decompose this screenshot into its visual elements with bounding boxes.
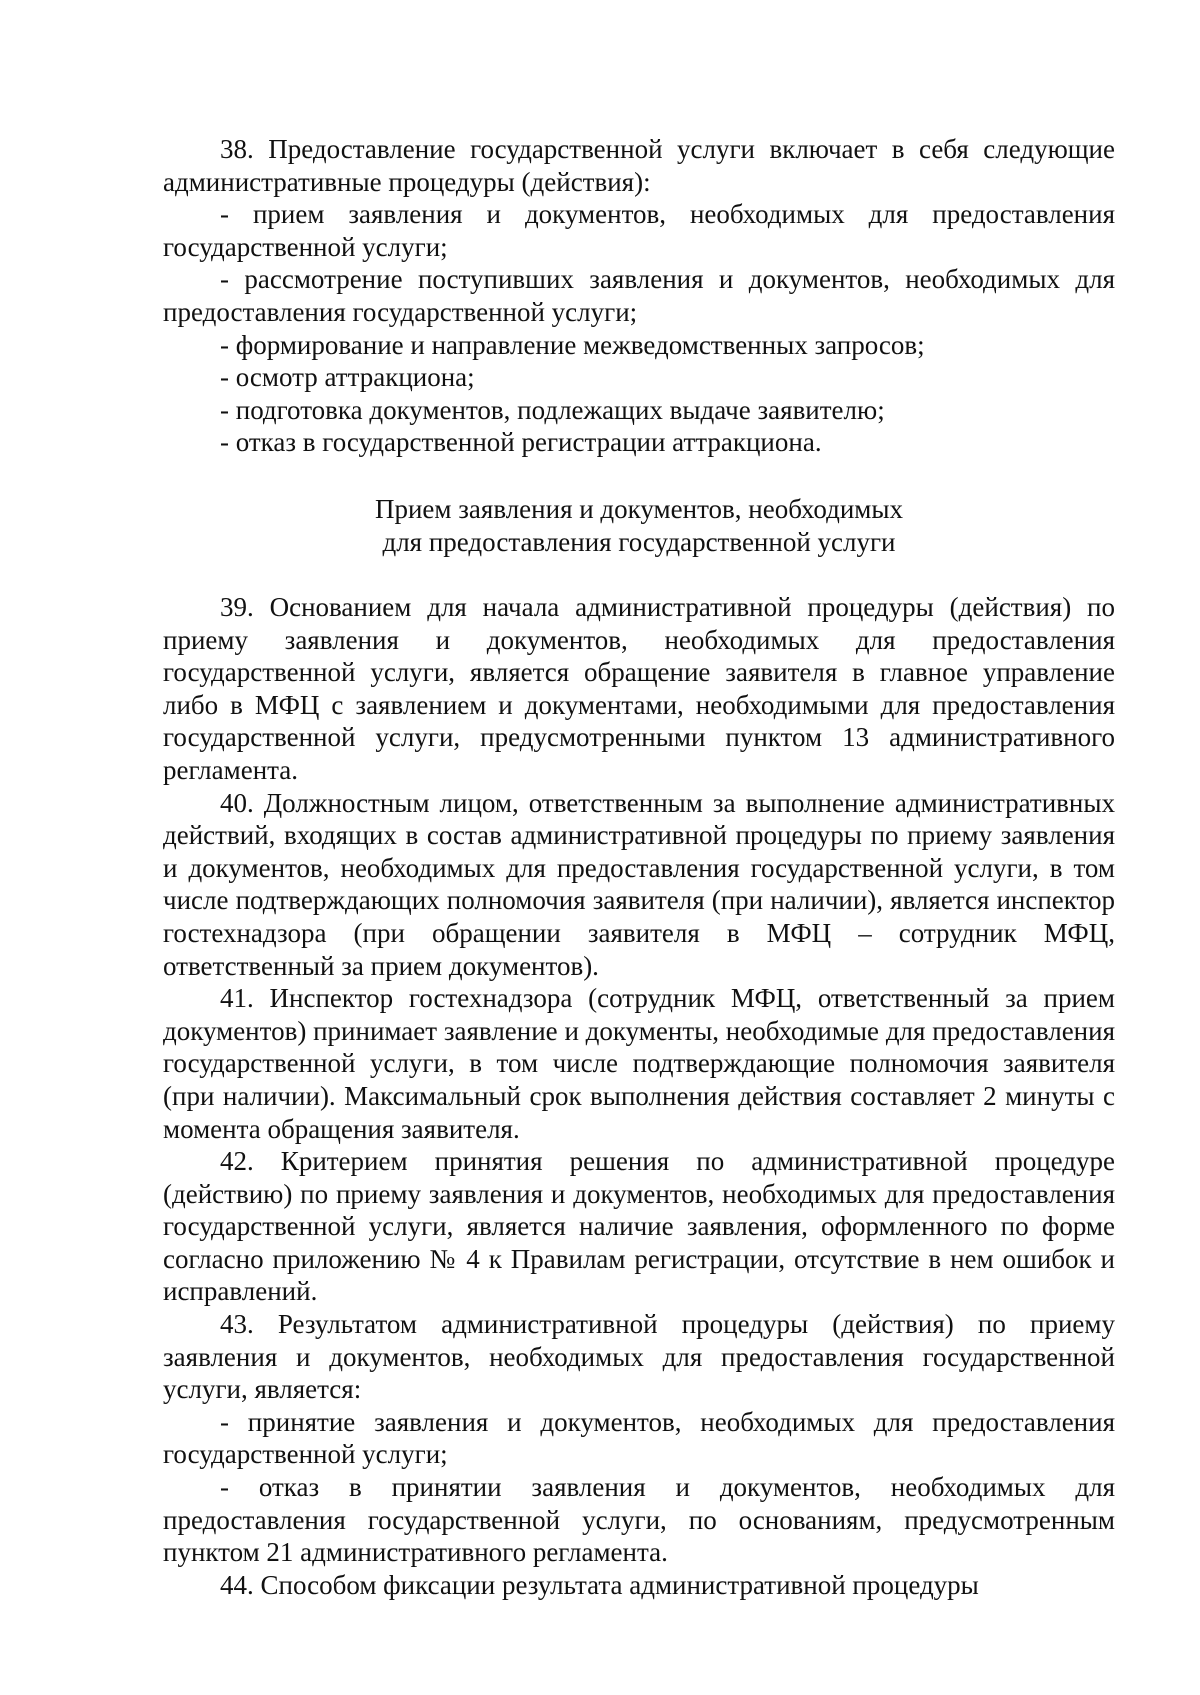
list-item-prepare-documents: - подготовка документов, подлежащих выдаче заявителю; — [220, 394, 885, 425]
procedures-list-section — [163, 133, 1115, 459]
list-item-accept-application: - принятие заявления и документов, необходимых для предоставления государственной услуги; — [163, 1406, 1115, 1470]
list-item-receive-application: - прием заявления и документов, необходимых для предоставления государственной услуги; — [163, 199, 1115, 262]
list-item-review-application: - рассмотрение поступивших заявления и документов, необходимых для предоставления государственной услуги; — [163, 264, 1115, 327]
paragraph-41: 41. Инспектор гостехнадзора (сотрудник МФЦ, ответственный за прием документов) принимает заявление и документы, необходимые для предоставления государственной услуги, в том числе подтверждающие полномочия заявителя (при наличии). Максимальный срок выполнения действия составляет 2 минуты с момента обращения заявителя. — [163, 983, 1115, 1144]
paragraph-42: 42. Критерием принятия решения по административной процедуре (действию) по приему заявления и документов, необходимых для предоставления государственной услуги, является наличие заявления, оформленного по форме согласно приложению № 4 к Правилам регистрации, отсутствие в нем ошибок и исправлений. — [163, 1146, 1115, 1307]
list-item-refusal: - отказ в государственной регистрации аттракциона. — [220, 427, 822, 458]
paragraph-40: 40. Должностным лицом, ответственным за выполнение административных действий, входящих в состав административной процедуры по приему заявления и документов, необходимых для предоставления государственной услуги, в том числе подтверждающих полномочия заявителя (при наличии), является инспектор гостехнадзора (при обращении заявителя в МФЦ – сотрудник МФЦ, ответственный за прием документов). — [163, 787, 1115, 981]
application-receipt-section — [163, 591, 1115, 1601]
section-heading-line-2: для предоставления государственной услуги — [382, 526, 896, 557]
paragraph-39: 39. Основанием для начала административной процедуры (действия) по приему заявления и документов, необходимых для предоставления государственной услуги, является обращение заявителя в главное управление либо в МФЦ с заявлением и документами, необходимыми для предоставления государственной услуги, предусмотренными пунктом 13 административного регламента. — [163, 592, 1115, 785]
list-item-refuse-acceptance: - отказ в принятии заявления и документов, необходимых для предоставления государственной услуги, по основаниям, предусмотренным пунктом 21 административного регламента. — [163, 1472, 1115, 1568]
section-heading-line-1: Прием заявления и документов, необходимых — [374, 494, 904, 524]
list-item-interagency-requests: - формирование и направление межведомственных запросов; — [220, 329, 925, 360]
paragraph-38: 38. Предоставление государственной услуги включает в себя следующие административные процедуры (действия): — [163, 134, 1115, 197]
section-heading — [163, 493, 1115, 558]
paragraph-44: 44. Способом фиксации результата административной процедуры — [220, 1569, 979, 1600]
list-item-inspection: - осмотр аттракциона; — [220, 362, 475, 393]
paragraph-43: 43. Результатом административной процедуры (действия) по приему заявления и документов, необходимых для предоставления государственной услуги, является: — [163, 1309, 1115, 1405]
